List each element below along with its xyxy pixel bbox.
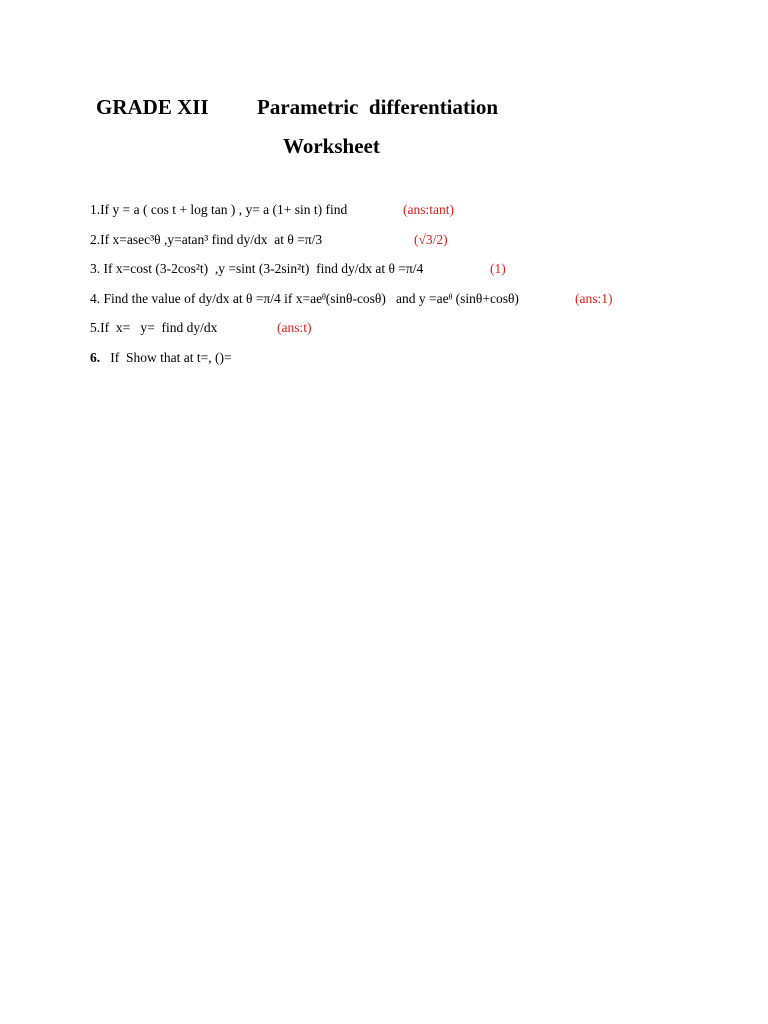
question-1-text: 1.If y = a ( cos t + log tan ) , y= a (1+ sin t) find	[90, 202, 348, 217]
topic-heading: Parametric differentiation	[257, 95, 499, 119]
question-6	[90, 350, 232, 366]
question-3-answer: (1)	[490, 261, 506, 276]
grade-heading: GRADE XII	[96, 95, 209, 119]
question-5-answer: (ans:t)	[277, 320, 312, 335]
worksheet-subtitle: Worksheet	[283, 134, 380, 158]
question-4-text: 4. Find the value of dy/dx at θ =π/4 if x=aeᶿ(sinθ-cosθ) and y =aeᶿ (sinθ+cosθ)	[90, 291, 519, 306]
question-1-answer: (ans:tant)	[403, 202, 454, 217]
question-6-number: 6.	[90, 350, 101, 365]
question-4-answer: (ans:1)	[575, 291, 613, 306]
question-6-text: If Show that at t=, ()=	[110, 350, 232, 365]
question-5-text: 5.If x= y= find dy/dx	[90, 320, 218, 335]
question-3-text: 3. If x=cost (3-2cos²t) ,y =sint (3-2sin²t) find dy/dx at θ =π/4	[90, 261, 424, 276]
question-2-text: 2.If x=asec³θ ,y=atan³ find dy/dx at θ =π/3	[90, 232, 323, 247]
question-2-answer: (√3/2)	[414, 232, 448, 247]
